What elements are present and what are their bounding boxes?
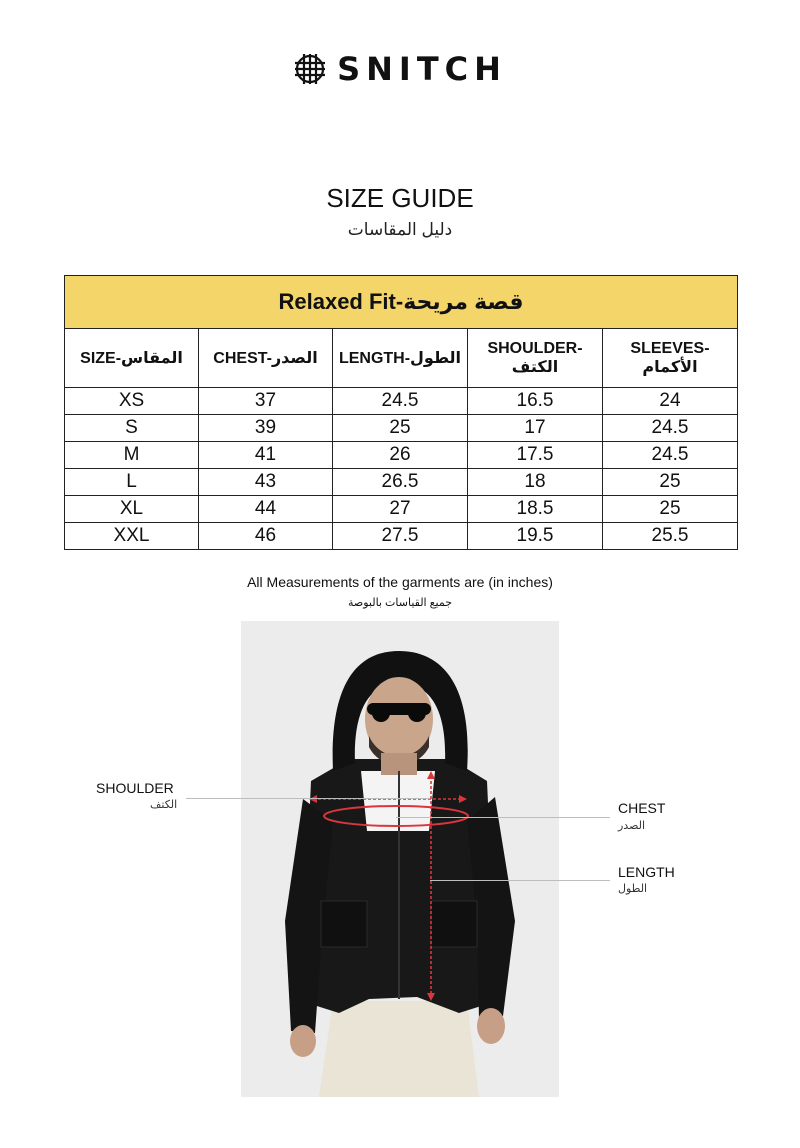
col-header-ar: الطول: [410, 349, 462, 367]
shoulder-label: SHOULDER: [96, 780, 174, 796]
cell-length: 27.5: [333, 523, 468, 550]
cell-length: 26: [333, 442, 468, 469]
cell-sleeves: 25.5: [603, 523, 738, 550]
cell-length: 25: [333, 415, 468, 442]
col-header-ar: المقاس: [121, 349, 183, 367]
cell-size: M: [65, 442, 199, 469]
col-header-en: CHEST-: [213, 349, 272, 367]
cell-sleeves: 25: [603, 469, 738, 496]
col-header-chest: [199, 329, 333, 388]
length-label: LENGTH: [618, 864, 675, 880]
chest-label: CHEST: [618, 800, 666, 816]
col-header-shoulder: [468, 329, 603, 388]
cell-sleeves: 24.5: [603, 442, 738, 469]
cell-chest: 46: [199, 523, 333, 550]
chest-guide-line: [396, 817, 610, 818]
cell-chest: 39: [199, 415, 333, 442]
cell-sleeves: 24.5: [603, 415, 738, 442]
cell-sleeves: 25: [603, 496, 738, 523]
length-label-arabic: الطول: [618, 883, 648, 895]
column-header-row: [65, 329, 738, 388]
cell-shoulder: 17: [468, 415, 603, 442]
model-photo: [241, 621, 559, 1097]
table-row: [65, 523, 738, 550]
fit-header-row: [65, 276, 738, 329]
col-header-en: SLEEVES-: [630, 340, 710, 357]
table-row: [65, 442, 738, 469]
col-header-ar: الصدر: [271, 349, 318, 367]
cell-shoulder: 19.5: [468, 523, 603, 550]
table-row: [65, 496, 738, 523]
cell-chest: 41: [199, 442, 333, 469]
table-row: [65, 415, 738, 442]
snitch-logo-icon: [293, 52, 327, 86]
cell-length: 26.5: [333, 469, 468, 496]
cell-shoulder: 18.5: [468, 496, 603, 523]
col-header-ar: الأكمام: [642, 359, 698, 376]
page-title: SIZE GUIDE: [326, 183, 474, 213]
brand-logo: [0, 50, 800, 88]
cell-chest: 44: [199, 496, 333, 523]
measurement-note: All Measurements of the garments are (in inches): [247, 574, 553, 590]
cell-size: XL: [65, 496, 199, 523]
cell-size: L: [65, 469, 199, 496]
cell-sleeves: 24: [603, 388, 738, 415]
cell-shoulder: 17.5: [468, 442, 603, 469]
model-illustration: [241, 621, 559, 1097]
cell-chest: 37: [199, 388, 333, 415]
cell-chest: 43: [199, 469, 333, 496]
brand-name: SNITCH: [337, 50, 507, 88]
col-header-ar: الكتف: [511, 359, 559, 376]
col-header-size: [65, 329, 199, 388]
col-header-sleeves: [603, 329, 738, 388]
shoulder-guide-line: [186, 798, 430, 799]
chest-label-arabic: الصدر: [618, 820, 646, 832]
cell-size: XS: [65, 388, 199, 415]
cell-length: 24.5: [333, 388, 468, 415]
cell-size: XXL: [65, 523, 199, 550]
cell-shoulder: 16.5: [468, 388, 603, 415]
table-row: [65, 388, 738, 415]
shoulder-label-arabic: الكتف: [150, 799, 178, 811]
page-title-arabic: دليل المقاسات: [347, 220, 453, 239]
length-guide-line: [430, 880, 610, 881]
cell-size: S: [65, 415, 199, 442]
cell-length: 27: [333, 496, 468, 523]
table-row: [65, 469, 738, 496]
size-table: [64, 275, 738, 550]
col-header-length: [333, 329, 468, 388]
cell-shoulder: 18: [468, 469, 603, 496]
col-header-en: SHOULDER-: [487, 340, 583, 357]
fit-label: Relaxed Fit-قصة مريحة: [65, 276, 738, 329]
col-header-en: SIZE-: [80, 349, 122, 367]
measurement-note-arabic: جميع القياسات بالبوصة: [347, 597, 453, 609]
col-header-en: LENGTH-: [338, 349, 411, 367]
